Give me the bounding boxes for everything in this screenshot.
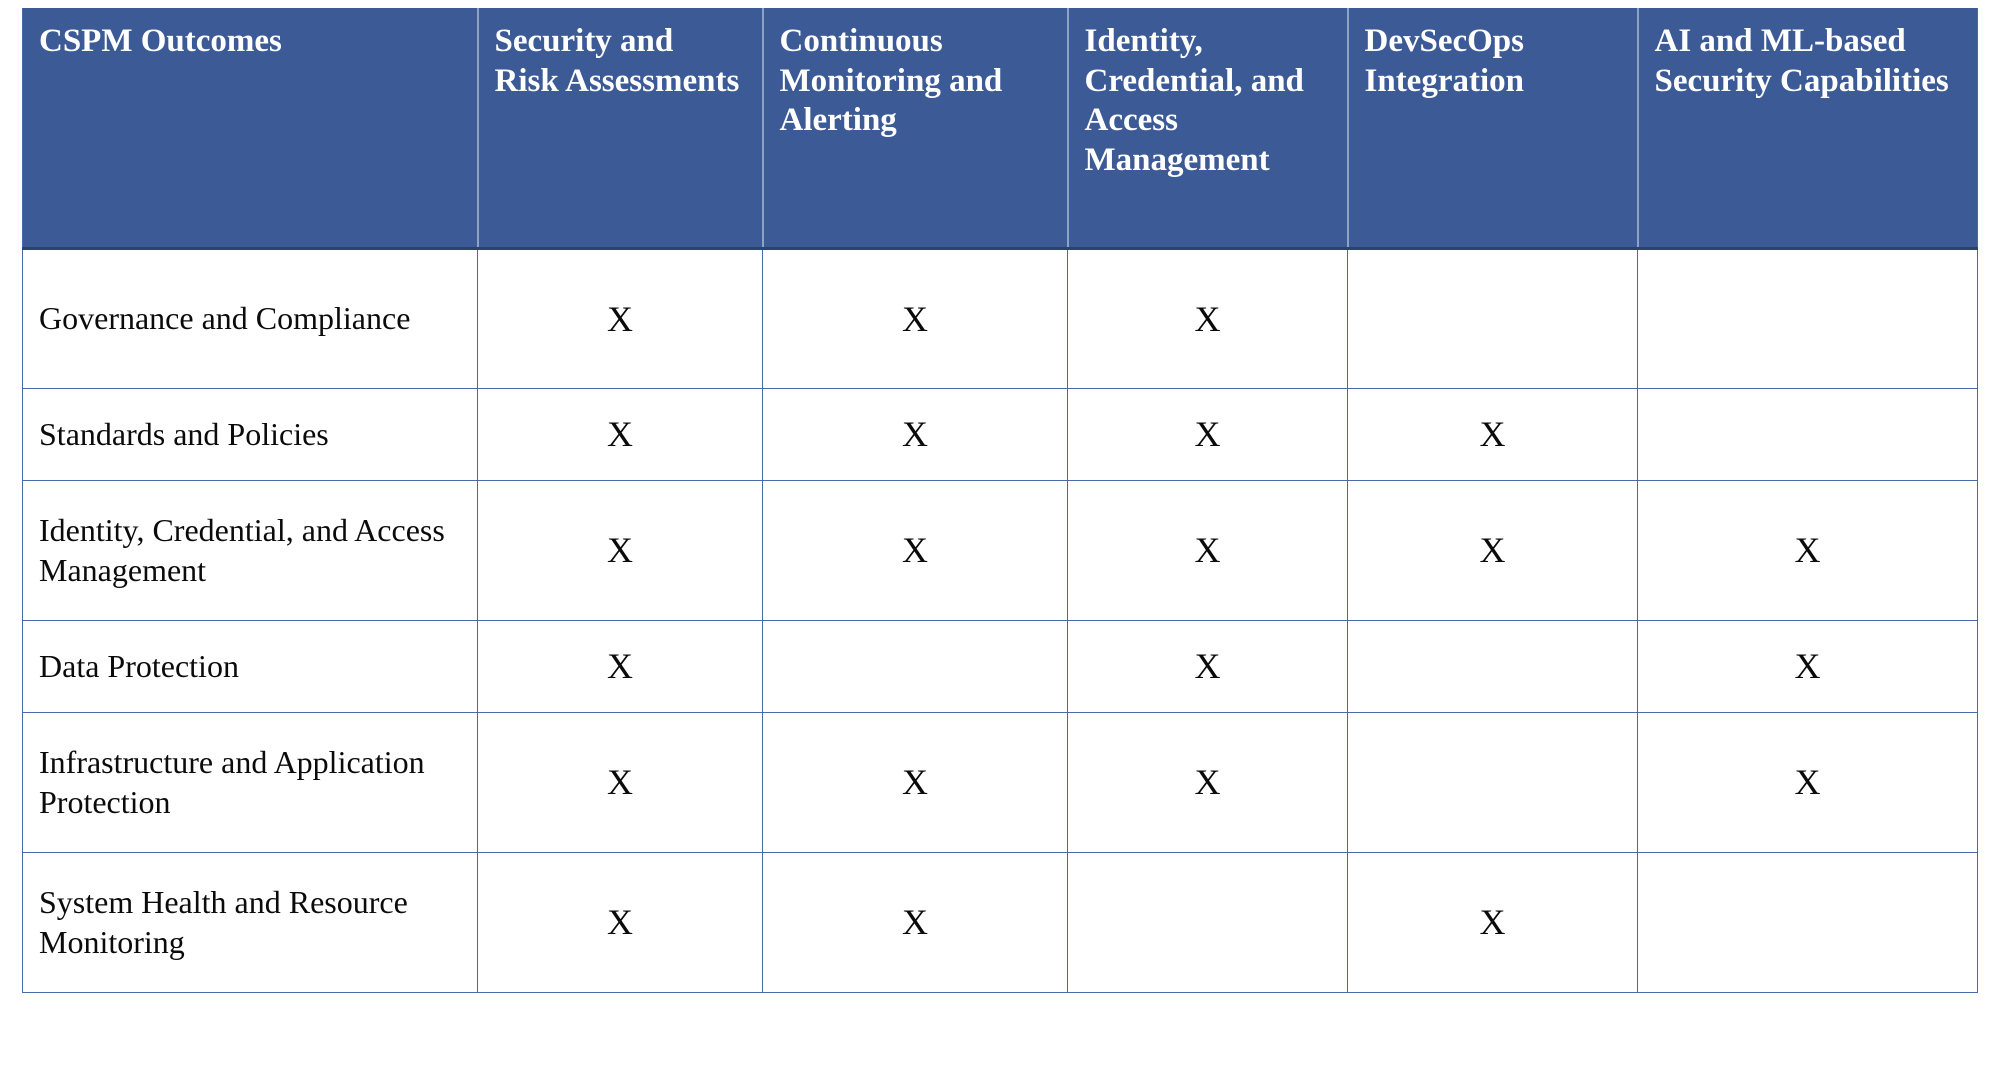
cell-mark: X (1348, 388, 1638, 480)
cell-mark: X (763, 480, 1068, 620)
cell-mark: X (1068, 248, 1348, 388)
table-header (23, 8, 1978, 248)
column-header-cspm-outcomes: CSPM Outcomes (23, 8, 478, 248)
table-header-row (23, 8, 1978, 248)
cell-mark (1348, 248, 1638, 388)
cell-mark (763, 620, 1068, 712)
cell-mark (1638, 852, 1978, 992)
cell-mark: X (1068, 712, 1348, 852)
column-header-continuous-monitoring-and-alerting: Continuous Monitoring and Alerting (763, 8, 1068, 248)
cell-mark (1348, 712, 1638, 852)
cspm-outcomes-table-wrapper (22, 8, 1977, 993)
cell-mark: X (763, 248, 1068, 388)
cell-mark: X (478, 480, 763, 620)
row-label: System Health and Resource Monitoring (23, 852, 478, 992)
cell-mark: X (1348, 852, 1638, 992)
row-label: Standards and Policies (23, 388, 478, 480)
column-header-identity-credential-and-access-management: Identity, Credential, and Access Management (1068, 8, 1348, 248)
table-row (23, 712, 1978, 852)
cell-mark: X (1068, 620, 1348, 712)
cell-mark: X (763, 712, 1068, 852)
cell-mark: X (763, 388, 1068, 480)
cell-mark: X (478, 248, 763, 388)
cell-mark: X (478, 712, 763, 852)
cell-mark (1638, 388, 1978, 480)
table-row (23, 852, 1978, 992)
cell-mark (1638, 248, 1978, 388)
table-row (23, 248, 1978, 388)
cell-mark: X (1638, 712, 1978, 852)
cspm-outcomes-table (22, 8, 1978, 993)
table-row (23, 388, 1978, 480)
cell-mark: X (478, 620, 763, 712)
cell-mark: X (478, 852, 763, 992)
table-row (23, 480, 1978, 620)
cell-mark: X (763, 852, 1068, 992)
row-label: Governance and Compliance (23, 248, 478, 388)
table-body (23, 248, 1978, 992)
cell-mark (1068, 852, 1348, 992)
table-row (23, 620, 1978, 712)
cell-mark: X (1638, 620, 1978, 712)
cell-mark: X (1348, 480, 1638, 620)
column-header-ai-and-ml-based-security-capabilities: AI and ML-based Security Capabilities (1638, 8, 1978, 248)
column-header-security-and-risk-assessments: Security and Risk Assessments (478, 8, 763, 248)
cell-mark: X (1638, 480, 1978, 620)
row-label: Infrastructure and Application Protection (23, 712, 478, 852)
row-label: Identity, Credential, and Access Management (23, 480, 478, 620)
cell-mark (1348, 620, 1638, 712)
cell-mark: X (1068, 480, 1348, 620)
cell-mark: X (1068, 388, 1348, 480)
column-header-devsecops-integration: DevSecOps Integration (1348, 8, 1638, 248)
cell-mark: X (478, 388, 763, 480)
row-label: Data Protection (23, 620, 478, 712)
